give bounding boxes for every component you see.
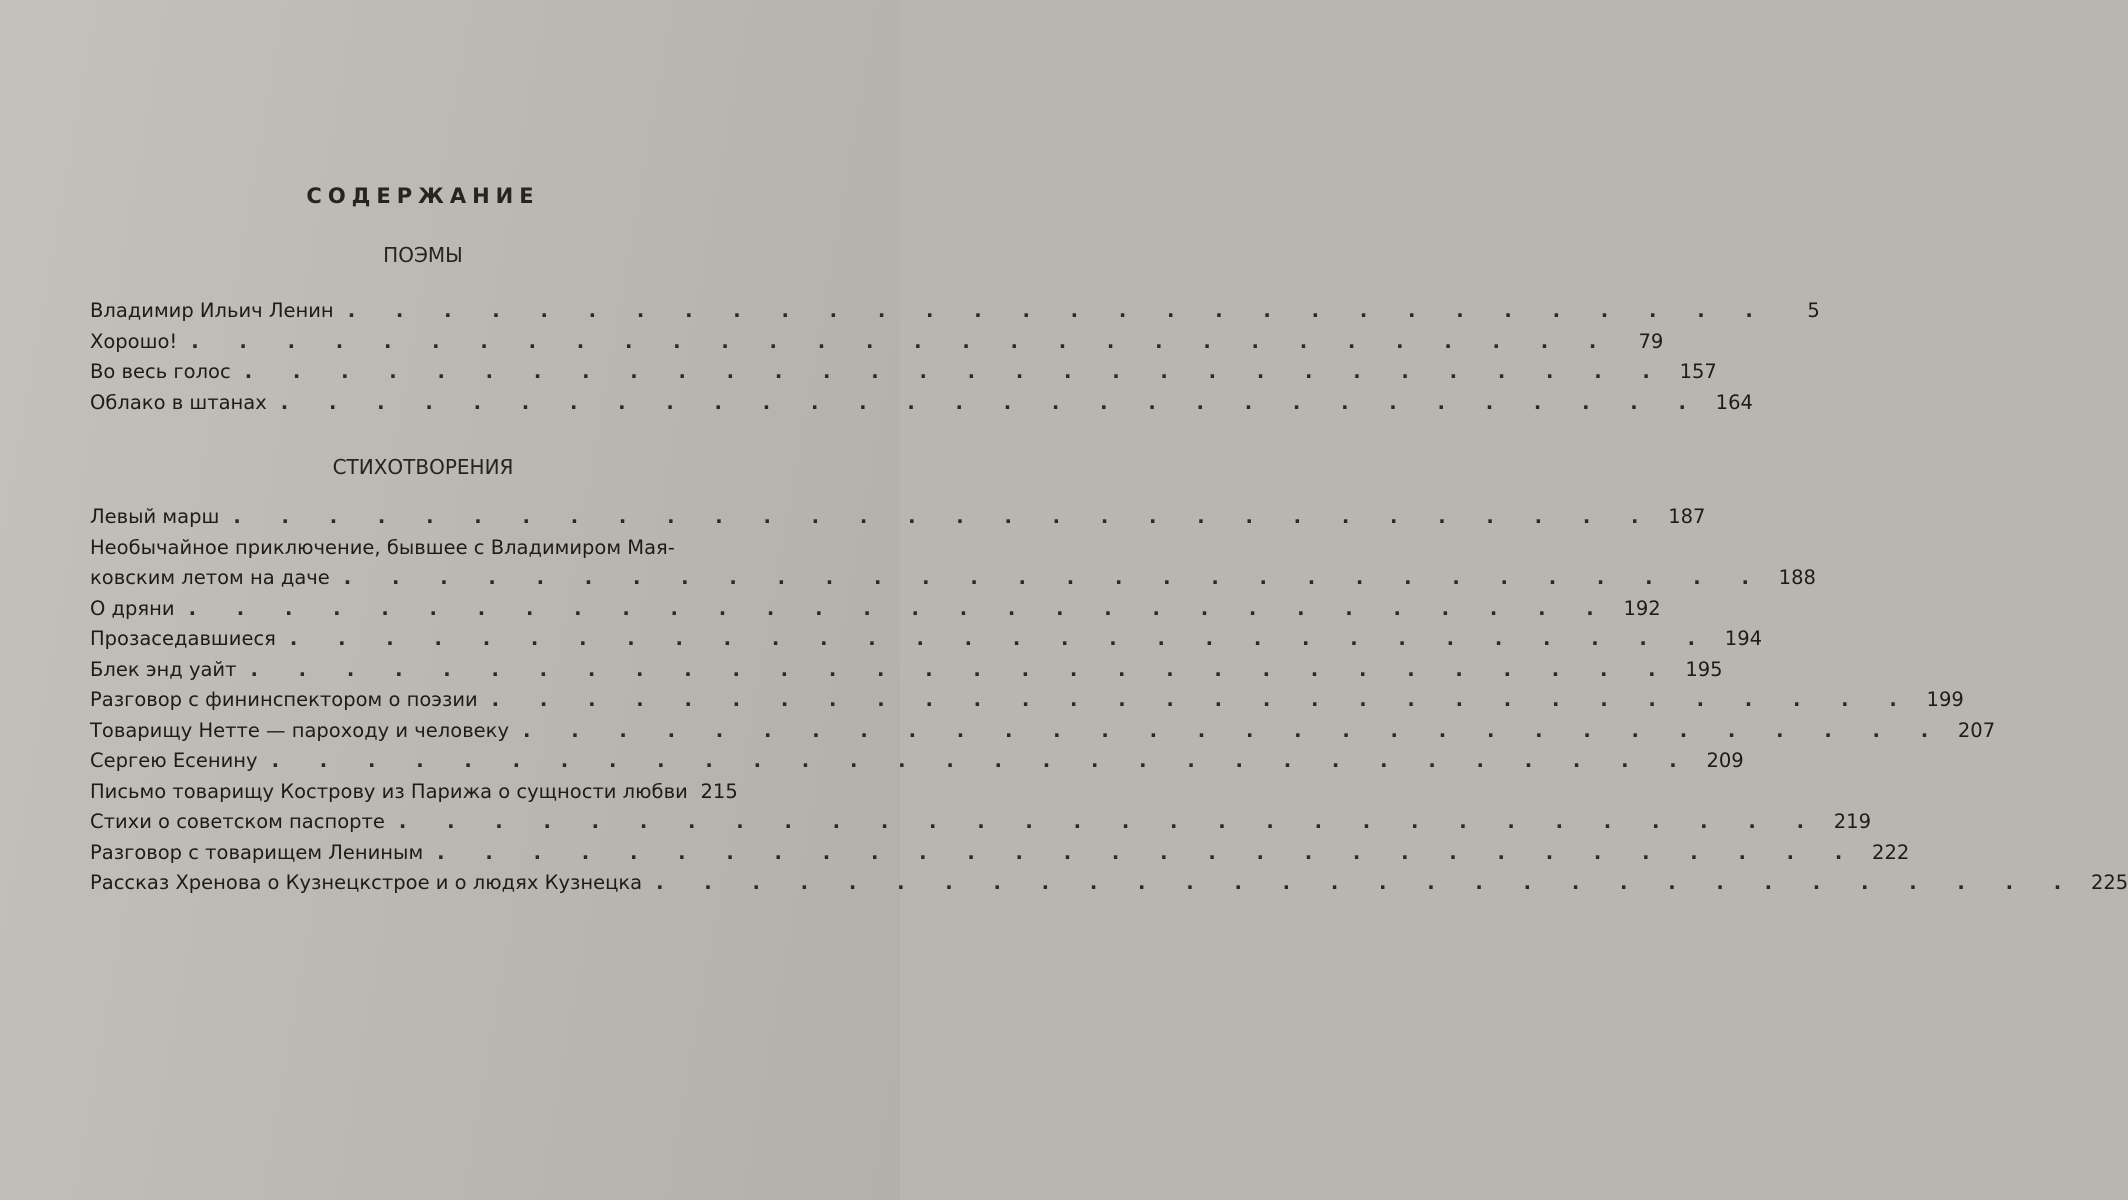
toc-entry [90,746,1744,777]
page-number: 157 [1679,360,1717,383]
page-number: 199 [1926,688,1964,711]
entry-title: Стихи о советском паспорте [90,810,385,833]
toc-entry [90,357,1717,388]
entry-title: Прозаседавшиеся [90,627,276,650]
dot-leader: . . . . . . . . . . . . . . . . . . . . . . . . . . . . . . [191,329,1614,353]
entry-title: Разговор с товарищем Лениным [90,840,424,864]
dot-leader: . . . . . . . . . . . . . . . . . . . . . . . . . . . . . . [250,657,1673,681]
entry-title: Разговор с фининспектором о поэзии [90,688,478,711]
page-number: 209 [1706,749,1744,772]
page-number: 215 [700,779,738,803]
page-number: 225 [2090,871,2128,894]
dot-leader: . . . . . . . . . . . . . . . . . . . . . . . . . . . . . . [280,390,1703,414]
dot-leader: . . . . . . . . . . . . . . . . . . . . . . . . . . . . . . [491,688,1914,711]
entry-title: Необычайное приключение, бывшее с Владимиром Мая- [90,535,675,559]
toc-entry [90,868,2128,899]
toc-entry [90,685,1964,716]
dot-leader: . . . . . . . . . . . . . . . . . . . . . . . . . . . . . . [188,596,1611,620]
entry-title-continuation: ковским летом на даче [90,566,330,589]
entry-title: Рассказ Хренова о Кузнецкстрое и о людях Кузнецка [90,871,643,894]
toc-entry [90,388,1753,419]
toc-entry [90,327,1664,358]
page-number: 219 [1833,810,1871,833]
dot-leader: . . . . . . . . . . . . . . . . . . . . . . . . . . . . . . [437,840,1860,864]
contents-title: СОДЕРЖАНИЕ [306,184,540,208]
entry-title-continuation-line [90,563,1816,594]
page-number: 195 [1685,657,1723,681]
toc-entry [90,296,1820,327]
dot-leader: . . . . . . . . . . . . . . . . . . . . . . . . . . . . . . [343,566,1766,589]
toc-entry [90,716,1996,747]
dot-leader: . . . . . . . . . . . . . . . . . . . . . . . . . . . . . . [523,718,1946,742]
dot-leader: . . . . . . . . . . . . . . . . . . . . . . . . . . . . . . [347,299,1770,322]
entry-title: Хорошо! [90,329,178,353]
page-number: 79 [1638,329,1664,353]
entry-title: Письмо товарищу Кострову из Парижа о сущности любви [90,779,688,803]
entry-title: О дряни [90,596,175,620]
entry-title: Облако в штанах [90,390,267,414]
page-number: 5 [1807,299,1820,322]
entry-title: Товарищу Нетте — пароходу и человеку [90,718,510,742]
toc-entry [90,502,1706,533]
page-number: 207 [1957,718,1996,742]
toc-entry [90,807,1871,838]
dot-leader: . . . . . . . . . . . . . . . . . . . . . . . . . . . . . . [271,749,1694,772]
toc-entry [90,777,822,808]
page-number: 164 [1715,390,1753,414]
toc-entry [90,655,1723,686]
section-heading-poems: ПОЭМЫ [383,243,463,267]
section-heading-verses: СТИХОТВОРЕНИЯ [332,455,514,479]
toc-entry [90,624,1763,655]
toc-entry [90,594,1661,625]
page-number: 222 [1872,840,1910,864]
toc-list-verses [90,502,2128,899]
entry-title: Блек энд уайт [90,657,237,681]
page-number: 188 [1778,566,1816,589]
dot-leader: . . . . . . . . . . . . . . . . . . . . . . . . . . . . . . [244,360,1667,383]
entry-title: Владимир Ильич Ленин [90,299,334,322]
page-number: 187 [1668,505,1706,528]
dot-leader: . . . . . . . . . . . . . . . . . . . . . . . . . . . . . . [656,871,2079,894]
toc-entry [90,533,1816,594]
page-number: 192 [1623,596,1661,620]
dot-leader: . . . . . . . . . . . . . . . . . . . . . . . . . . . . . . [289,627,1713,650]
entry-title: Левый марш [90,505,220,528]
entry-title: Сергею Есенину [90,749,258,772]
dot-leader: . . . . . . . . . . . . . . . . . . . . . . . . . . . . . . [233,505,1656,528]
toc-entry [90,838,1910,869]
entry-title: Во весь голос [90,360,231,383]
page-number: 194 [1724,627,1763,650]
toc-list-poems [90,296,1820,418]
dot-leader: . . . . . . . . . . . . . . . . . . . . . . . . . . . . . . [398,810,1821,833]
